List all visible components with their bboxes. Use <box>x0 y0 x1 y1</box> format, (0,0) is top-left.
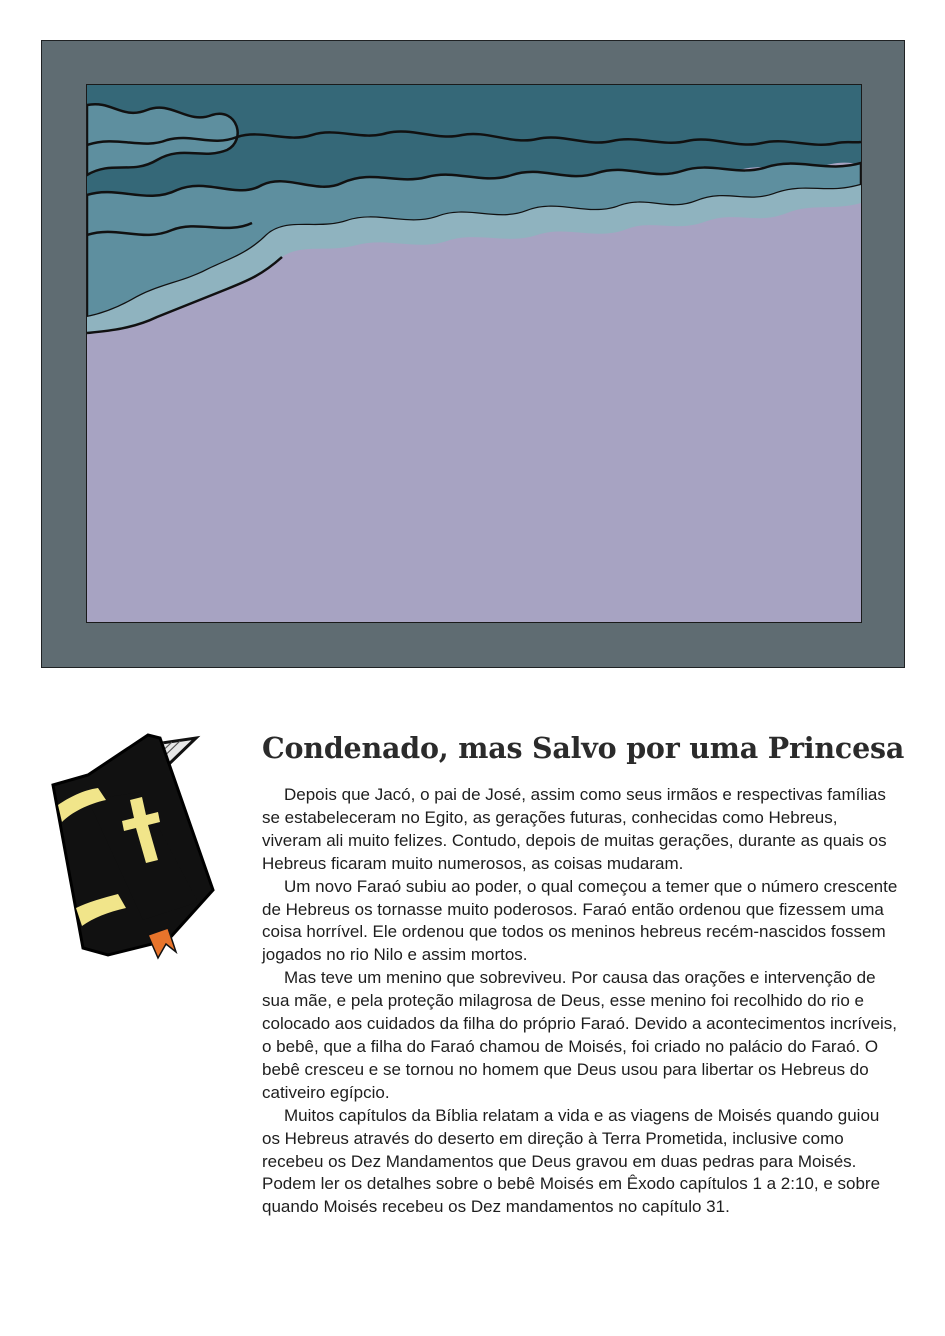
paragraph-4: Muitos capítulos da Bíblia relatam a vida e as viagens de Moisés quando guiou os Hebreus através do deserto em direção à Terra Prometida, inclusive como recebeu os Dez Mandamentos que Deus gravou em duas pedras para Moisés. Podem ler os detalhes sobre o bebê Moisés em Êxodo capítulos 1 a 2:10, e sobre quando Moisés recebeu os Dez mandamentos no capítulo 31. <box>262 1105 881 1217</box>
page-title: Condenado, mas Salvo por uma Princesa <box>262 731 905 765</box>
storm-clouds-illustration <box>86 84 862 623</box>
paragraph-1: Depois que Jacó, o pai de José, assim como seus irmãos e respectivas famílias se estabeleceram no Egito, as gerações futuras, conhecidas como Hebreus, viveram ali muito felizes. Contudo, depois de muitas gerações, durante as quais os Hebreus ficaram muito numerosos, as coisas mudaram. <box>262 785 887 873</box>
storm-clouds-icon <box>87 85 861 345</box>
story-text <box>262 784 898 1219</box>
bible-icon <box>48 730 223 960</box>
paragraph-3: Mas teve um menino que sobreviveu. Por causa das orações e intervenção de sua mãe, e pela proteção milagrosa de Deus, esse menino foi recolhido do rio e colocado aos cuidados da filha do próprio Faraó. Devido a acontecimentos incríveis, o bebê, que a filha do Faraó chamou de Moisés, foi criado no palácio do Faraó. O bebê cresceu e se tornou no homem que Deus usou para libertar os Hebreus do cativeiro egípcio. <box>262 968 898 1102</box>
illustration-frame <box>41 40 905 668</box>
paragraph-2: Um novo Faraó subiu ao poder, o qual começou a temer que o número crescente de Hebreus os tornasse muito poderosos. Faraó então ordenou que fizessem uma coisa horrível. Ele ordenou que todos os meninos hebreus recém-nascidos fossem jogados no rio Nilo e assim mortos. <box>262 876 898 965</box>
